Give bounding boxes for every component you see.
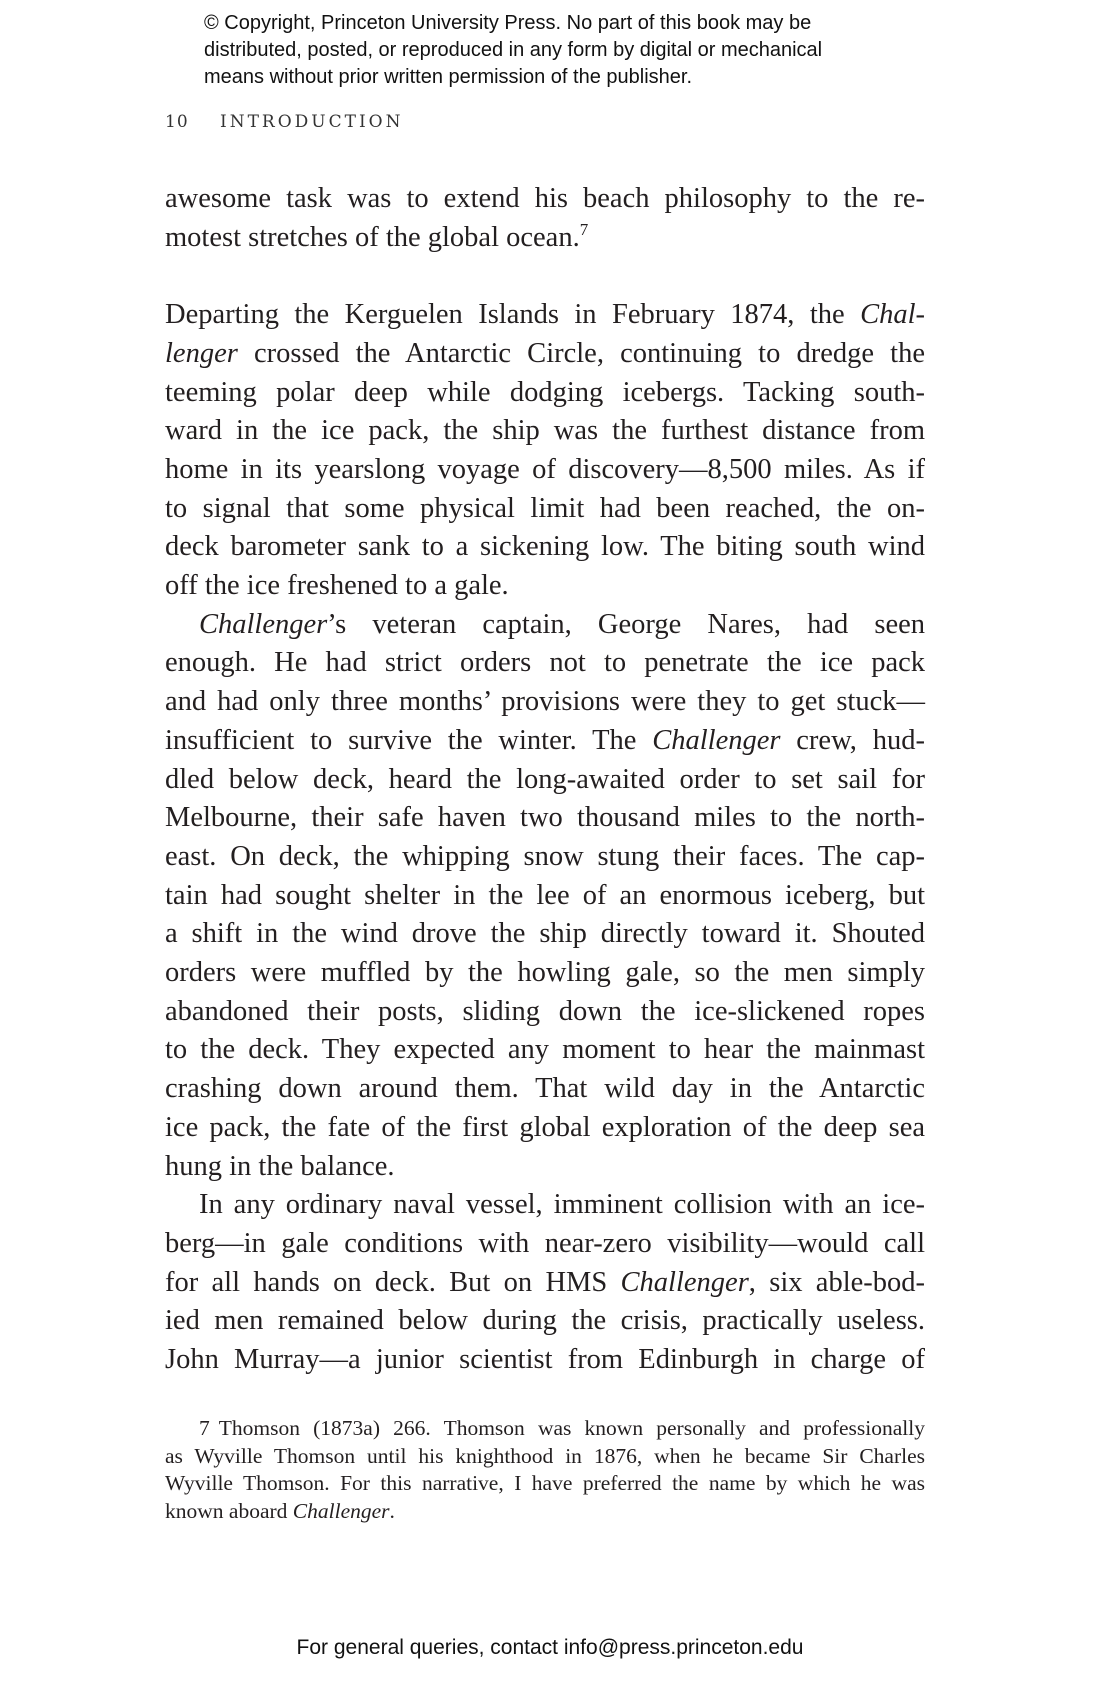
text-line: awesome task was to extend his beach philosophy to the re- (165, 183, 925, 214)
text-line: ice pack, the fate of the first global exploration of the deep sea (165, 1111, 925, 1143)
section-title: INTRODUCTION (220, 112, 404, 132)
running-head (165, 112, 404, 132)
text-line: Challenger’s veteran captain, George Nares, had seen (199, 608, 925, 640)
footer-contact: For general queries, contact info@press.princeton.edu (296, 1636, 804, 1659)
text-line: a shift in the wind drove the ship directly toward it. Shouted (165, 918, 925, 950)
text-line: east. On deck, the whipping snow stung their faces. The cap- (165, 840, 925, 872)
body-text (165, 180, 925, 1380)
text-line: to the deck. They expected any moment to hear the mainmast (165, 1034, 925, 1066)
text-line: Departing the Kerguelen Islands in February 1874, the Chal- (165, 299, 925, 331)
text-line: ward in the ice pack, the ship was the furthest distance from (165, 415, 925, 447)
text-line: John Murray—a junior scientist from Edinburgh in charge of (165, 1344, 925, 1376)
footnote-reference: 7 (579, 219, 589, 239)
footnote-number: 7 (199, 1416, 210, 1440)
text-line: deck barometer sank to a sickening low. The biting south wind (165, 531, 925, 563)
text-line: ied men remained below during the crisis, practically useless. (165, 1305, 925, 1337)
copyright-line: © Copyright, Princeton University Press. No part of this book may be (204, 12, 812, 34)
section-break (165, 257, 925, 296)
footnote-line: 7 Thomson (1873a) 266. Thomson was known personally and professionally (199, 1416, 925, 1440)
text-line: insufficient to survive the winter. The Challenger crew, hud- (165, 724, 925, 756)
text-line: dled below deck, heard the long-awaited order to set sail for (165, 763, 925, 795)
copyright-line: means without prior written permission of the publisher. (204, 66, 693, 88)
footnote-line: Wyville Thomson. For this narrative, I have preferred the name by which he was (165, 1471, 925, 1495)
text-line: orders were muffled by the howling gale, so the men simply (165, 957, 925, 989)
text-line: off the ice freshened to a gale. (165, 570, 509, 602)
text-line: tain had sought shelter in the lee of an enormous iceberg, but (165, 879, 925, 911)
page-number: 10 (165, 112, 189, 132)
text-line: crashing down around them. That wild day in the Antarctic (165, 1073, 925, 1105)
copyright-line: distributed, posted, or reproduced in any form by digital or mechanical (204, 39, 823, 61)
footnote-line: known aboard Challenger. (165, 1498, 395, 1523)
text-line: abandoned their posts, sliding down the ice-slickened ropes (165, 995, 925, 1027)
text-line: teeming polar deep while dodging icebergs. Tacking south- (165, 376, 925, 408)
text-line: Melbourne, their safe haven two thousand miles to the north- (165, 802, 925, 834)
footnote-line: as Wyville Thomson until his knighthood in 1876, when he became Sir Charles (165, 1443, 925, 1468)
text-line: motest stretches of the global ocean.$^7$ (165, 219, 589, 253)
text-line: to signal that some physical limit had been reached, the on- (165, 492, 925, 524)
text-line: hung in the balance. (165, 1150, 395, 1182)
text-line: and had only three months’ provisions were they to get stuck— (165, 686, 925, 718)
footnote (165, 1415, 925, 1525)
text-line: berg—in gale conditions with near-zero visibility—would call (165, 1227, 925, 1259)
text-line: enough. He had strict orders not to penetrate the ice pack (165, 647, 925, 679)
copyright-notice (204, 10, 924, 91)
text-line: home in its yearslong voyage of discovery—8,500 miles. As if (165, 453, 925, 485)
text-line: for all hands on deck. But on HMS Challenger, six able-bod- (165, 1266, 925, 1298)
text-line: In any ordinary naval vessel, imminent collision with an ice- (199, 1189, 925, 1221)
text-line: lenger crossed the Antarctic Circle, continuing to dredge the (165, 337, 925, 369)
